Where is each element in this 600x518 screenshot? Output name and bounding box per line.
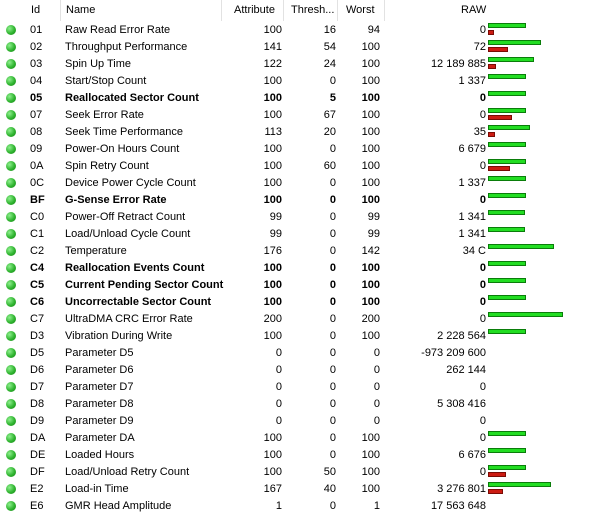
attr-raw: 6 676 <box>458 449 486 461</box>
attr-name: Parameter D8 <box>65 398 134 410</box>
attr-value: 100 <box>263 296 282 308</box>
attr-raw: 1 341 <box>458 211 486 223</box>
attr-value: 1 <box>275 500 282 512</box>
attr-name: G-Sense Error Rate <box>65 194 167 206</box>
attr-value: 100 <box>263 160 282 172</box>
attr-name: Spin Up Time <box>65 58 132 70</box>
attr-name: Power-On Hours Count <box>65 143 180 155</box>
status-ok-icon <box>6 382 16 392</box>
attr-name: Throughput Performance <box>65 41 188 53</box>
attr-value: 0 <box>275 415 282 427</box>
status-ok-icon <box>6 246 16 256</box>
attr-worst: 100 <box>361 177 380 189</box>
status-ok-icon <box>6 365 16 375</box>
table-row[interactable] <box>0 191 600 208</box>
attr-id: DA <box>30 432 46 444</box>
attr-id: D8 <box>30 398 45 410</box>
attr-id: 0A <box>30 160 44 172</box>
attr-raw: 2 228 564 <box>437 330 486 342</box>
attr-threshold: 0 <box>329 398 336 410</box>
attr-id: 09 <box>30 143 43 155</box>
table-row[interactable] <box>0 38 600 55</box>
attr-raw: 0 <box>479 279 486 291</box>
attr-name: Device Power Cycle Count <box>65 177 196 189</box>
value-bar-green <box>488 159 526 164</box>
value-bar-green <box>488 91 526 96</box>
status-ok-icon <box>6 314 16 324</box>
attr-raw: 0 <box>479 24 486 36</box>
status-ok-icon <box>6 399 16 409</box>
attr-threshold: 0 <box>329 330 336 342</box>
attr-value: 100 <box>263 466 282 478</box>
attr-raw: 3 276 801 <box>437 483 486 495</box>
status-ok-icon <box>6 195 16 205</box>
attr-raw: 0 <box>479 415 486 427</box>
attr-worst: 100 <box>361 432 380 444</box>
threshold-bar-red <box>488 489 503 494</box>
attr-id: 08 <box>30 126 43 138</box>
attr-worst: 0 <box>373 364 380 376</box>
threshold-bar-red <box>488 166 510 171</box>
attr-worst: 99 <box>367 228 380 240</box>
attr-threshold: 0 <box>329 449 336 461</box>
table-row[interactable] <box>0 344 600 361</box>
attr-name: UltraDMA CRC Error Rate <box>65 313 193 325</box>
table-row[interactable] <box>0 208 600 225</box>
attr-raw: 34 C <box>462 245 486 257</box>
value-bar-green <box>488 108 526 113</box>
attr-id: C5 <box>30 279 45 291</box>
attr-value: 0 <box>275 347 282 359</box>
table-row[interactable] <box>0 412 600 429</box>
attr-id: 0C <box>30 177 45 189</box>
attr-worst: 0 <box>373 347 380 359</box>
attr-threshold: 0 <box>329 500 336 512</box>
table-row[interactable] <box>0 293 600 310</box>
attr-id: 04 <box>30 75 43 87</box>
attr-name: Temperature <box>65 245 127 257</box>
threshold-bar-red <box>488 30 494 35</box>
attr-id: 01 <box>30 24 43 36</box>
attr-worst: 0 <box>373 381 380 393</box>
attr-threshold: 0 <box>329 313 336 325</box>
status-ok-icon <box>6 467 16 477</box>
table-row[interactable] <box>0 327 600 344</box>
status-ok-icon <box>6 76 16 86</box>
attr-value: 0 <box>275 398 282 410</box>
value-bar-green <box>488 431 526 436</box>
attr-raw: 0 <box>479 262 486 274</box>
attr-value: 100 <box>263 75 282 87</box>
table-row[interactable] <box>0 242 600 259</box>
attr-raw: 1 337 <box>458 177 486 189</box>
attr-worst: 100 <box>361 279 380 291</box>
table-row[interactable] <box>0 259 600 276</box>
attr-worst: 100 <box>361 143 380 155</box>
attr-worst: 100 <box>361 449 380 461</box>
attr-name: Reallocation Events Count <box>65 262 205 274</box>
attr-value: 100 <box>263 109 282 121</box>
table-row[interactable] <box>0 140 600 157</box>
attr-name: Start/Stop Count <box>65 75 147 87</box>
attr-threshold: 0 <box>329 211 336 223</box>
table-row[interactable] <box>0 463 600 480</box>
attr-worst: 100 <box>361 483 380 495</box>
status-ok-icon <box>6 348 16 358</box>
table-row[interactable] <box>0 106 600 123</box>
attr-worst: 100 <box>361 194 380 206</box>
attr-id: C6 <box>30 296 45 308</box>
attr-name: Load/Unload Retry Count <box>65 466 190 478</box>
attr-worst: 100 <box>361 330 380 342</box>
attr-raw: 12 189 885 <box>430 58 486 70</box>
attr-raw: 1 337 <box>458 75 486 87</box>
value-bar-green <box>488 227 525 232</box>
attr-value: 100 <box>263 432 282 444</box>
value-bar-green <box>488 278 526 283</box>
table-row[interactable] <box>0 276 600 293</box>
attr-threshold: 0 <box>329 279 336 291</box>
table-row[interactable] <box>0 378 600 395</box>
attr-id: E2 <box>30 483 44 495</box>
attr-value: 100 <box>263 92 282 104</box>
attr-raw: 72 <box>473 41 486 53</box>
attr-name: Parameter D6 <box>65 364 134 376</box>
attr-worst: 142 <box>361 245 380 257</box>
attr-name: Parameter DA <box>65 432 135 444</box>
status-ok-icon <box>6 144 16 154</box>
table-row[interactable] <box>0 21 600 38</box>
attr-raw: 0 <box>479 432 486 444</box>
status-ok-icon <box>6 416 16 426</box>
status-ok-icon <box>6 501 16 511</box>
attr-threshold: 50 <box>323 466 336 478</box>
value-bar-green <box>488 125 530 130</box>
header-raw[interactable]: RAW <box>461 4 487 16</box>
table-row[interactable] <box>0 123 600 140</box>
value-bar-green <box>488 210 525 215</box>
attr-threshold: 24 <box>323 58 336 70</box>
attr-value: 167 <box>263 483 282 495</box>
attr-id: BF <box>30 194 45 206</box>
attr-id: C1 <box>30 228 45 240</box>
attr-id: D6 <box>30 364 45 376</box>
threshold-bar-red <box>488 64 496 69</box>
status-ok-icon <box>6 25 16 35</box>
attr-threshold: 0 <box>329 194 336 206</box>
attr-id: C0 <box>30 211 45 223</box>
attr-id: D5 <box>30 347 45 359</box>
attr-worst: 100 <box>361 92 380 104</box>
value-bar-green <box>488 448 526 453</box>
threshold-bar-red <box>488 472 506 477</box>
attr-raw: 0 <box>479 109 486 121</box>
status-ok-icon <box>6 484 16 494</box>
attr-id: D9 <box>30 415 45 427</box>
attr-value: 176 <box>263 245 282 257</box>
attr-threshold: 0 <box>329 228 336 240</box>
attr-raw: 0 <box>479 313 486 325</box>
attr-value: 100 <box>263 24 282 36</box>
attr-name: Seek Error Rate <box>65 109 144 121</box>
attr-worst: 100 <box>361 41 380 53</box>
attr-worst: 100 <box>361 466 380 478</box>
attr-worst: 100 <box>361 126 380 138</box>
attr-value: 99 <box>269 211 282 223</box>
attr-raw: 0 <box>479 160 486 172</box>
attr-worst: 100 <box>361 160 380 172</box>
table-row[interactable] <box>0 497 600 514</box>
attr-raw: 0 <box>479 381 486 393</box>
status-ok-icon <box>6 110 16 120</box>
attr-threshold: 20 <box>323 126 336 138</box>
attr-id: D7 <box>30 381 45 393</box>
attr-value: 0 <box>275 364 282 376</box>
attr-threshold: 0 <box>329 75 336 87</box>
attr-worst: 100 <box>361 58 380 70</box>
status-ok-icon <box>6 331 16 341</box>
attr-worst: 100 <box>361 109 380 121</box>
attr-name: Uncorrectable Sector Count <box>65 296 212 308</box>
attr-threshold: 0 <box>329 347 336 359</box>
attr-value: 100 <box>263 262 282 274</box>
attr-name: Load-in Time <box>65 483 129 495</box>
status-ok-icon <box>6 127 16 137</box>
status-ok-icon <box>6 93 16 103</box>
attr-raw: 0 <box>479 466 486 478</box>
table-row[interactable] <box>0 429 600 446</box>
attr-worst: 94 <box>367 24 380 36</box>
attr-worst: 100 <box>361 296 380 308</box>
attr-threshold: 5 <box>329 92 336 104</box>
attr-name: Raw Read Error Rate <box>65 24 171 36</box>
attr-id: C4 <box>30 262 45 274</box>
attr-threshold: 0 <box>329 262 336 274</box>
value-bar-green <box>488 312 563 317</box>
attr-value: 100 <box>263 449 282 461</box>
attr-id: C7 <box>30 313 45 325</box>
attr-raw: 6 679 <box>458 143 486 155</box>
status-ok-icon <box>6 433 16 443</box>
threshold-bar-red <box>488 115 512 120</box>
attr-worst: 99 <box>367 211 380 223</box>
status-ok-icon <box>6 297 16 307</box>
value-bar-green <box>488 244 554 249</box>
threshold-bar-red <box>488 47 508 52</box>
value-bar-green <box>488 74 526 79</box>
attr-name: Load/Unload Cycle Count <box>65 228 191 240</box>
status-ok-icon <box>6 161 16 171</box>
attr-worst: 0 <box>373 415 380 427</box>
attr-threshold: 0 <box>329 143 336 155</box>
attr-id: 03 <box>30 58 43 70</box>
table-row[interactable] <box>0 395 600 412</box>
attr-threshold: 67 <box>323 109 336 121</box>
table-row[interactable] <box>0 89 600 106</box>
status-ok-icon <box>6 42 16 52</box>
attr-value: 122 <box>263 58 282 70</box>
value-bar-green <box>488 23 526 28</box>
attr-raw: 5 308 416 <box>437 398 486 410</box>
attr-name: Loaded Hours <box>65 449 135 461</box>
attr-id: DF <box>30 466 45 478</box>
value-bar-green <box>488 295 526 300</box>
attr-value: 200 <box>263 313 282 325</box>
attr-threshold: 40 <box>323 483 336 495</box>
status-ok-icon <box>6 178 16 188</box>
header-id[interactable]: Id <box>31 4 41 16</box>
value-bar-green <box>488 40 541 45</box>
attr-value: 99 <box>269 228 282 240</box>
status-ok-icon <box>6 229 16 239</box>
attr-threshold: 0 <box>329 177 336 189</box>
attr-id: C2 <box>30 245 45 257</box>
table-row[interactable] <box>0 480 600 497</box>
table-row[interactable] <box>0 72 600 89</box>
attr-id: 05 <box>30 92 43 104</box>
attr-name: Current Pending Sector Count <box>65 279 224 291</box>
status-ok-icon <box>6 280 16 290</box>
attr-worst: 200 <box>361 313 380 325</box>
value-bar-green <box>488 329 526 334</box>
attr-id: 07 <box>30 109 43 121</box>
header-threshold[interactable]: Thresh... <box>291 4 335 16</box>
attr-raw: 1 341 <box>458 228 486 240</box>
attr-name: Power-Off Retract Count <box>65 211 186 223</box>
value-bar-green <box>488 57 534 62</box>
attr-name: Parameter D7 <box>65 381 134 393</box>
value-bar-green <box>488 482 551 487</box>
attr-id: 02 <box>30 41 43 53</box>
attr-raw: 262 144 <box>446 364 486 376</box>
attr-name: Seek Time Performance <box>65 126 183 138</box>
header-worst[interactable]: Worst <box>346 4 375 16</box>
attr-worst: 100 <box>361 262 380 274</box>
attr-value: 100 <box>263 194 282 206</box>
attr-threshold: 0 <box>329 245 336 257</box>
status-ok-icon <box>6 212 16 222</box>
value-bar-green <box>488 176 526 181</box>
attr-threshold: 60 <box>323 160 336 172</box>
attr-raw: 17 563 648 <box>430 500 486 512</box>
status-ok-icon <box>6 450 16 460</box>
value-bar-green <box>488 261 526 266</box>
attr-threshold: 0 <box>329 415 336 427</box>
attr-value: 100 <box>263 330 282 342</box>
status-ok-icon <box>6 263 16 273</box>
attr-value: 0 <box>275 381 282 393</box>
attr-threshold: 0 <box>329 296 336 308</box>
attr-worst: 100 <box>361 75 380 87</box>
attr-raw: 0 <box>479 92 486 104</box>
attr-value: 113 <box>264 126 282 138</box>
attr-threshold: 0 <box>329 381 336 393</box>
attr-threshold: 0 <box>329 364 336 376</box>
table-row[interactable] <box>0 55 600 72</box>
attr-id: DE <box>30 449 46 461</box>
attr-id: D3 <box>30 330 45 342</box>
value-bar-green <box>488 465 526 470</box>
threshold-bar-red <box>488 132 495 137</box>
attr-value: 100 <box>263 143 282 155</box>
attr-id: E6 <box>30 500 44 512</box>
table-row[interactable] <box>0 157 600 174</box>
table-header <box>0 0 600 21</box>
attr-raw: -973 209 600 <box>421 347 486 359</box>
attr-raw: 0 <box>479 194 486 206</box>
header-attribute[interactable]: Attribute <box>234 4 275 16</box>
table-row[interactable] <box>0 361 600 378</box>
attr-name: Vibration During Write <box>65 330 173 342</box>
attr-value: 100 <box>263 177 282 189</box>
table-row[interactable] <box>0 174 600 191</box>
attr-name: Reallocated Sector Count <box>65 92 199 104</box>
table-row[interactable] <box>0 225 600 242</box>
status-ok-icon <box>6 59 16 69</box>
table-row[interactable] <box>0 446 600 463</box>
attr-worst: 0 <box>373 398 380 410</box>
attr-name: Spin Retry Count <box>65 160 149 172</box>
value-bar-green <box>488 142 526 147</box>
attr-raw: 0 <box>479 296 486 308</box>
attr-name: GMR Head Amplitude <box>65 500 172 512</box>
attr-value: 141 <box>263 41 282 53</box>
attr-threshold: 54 <box>323 41 336 53</box>
table-row[interactable] <box>0 310 600 327</box>
attr-value: 100 <box>263 279 282 291</box>
value-bar-green <box>488 193 526 198</box>
attr-threshold: 0 <box>329 432 336 444</box>
attr-name: Parameter D9 <box>65 415 134 427</box>
attr-raw: 35 <box>473 126 486 138</box>
attr-worst: 1 <box>373 500 380 512</box>
header-name[interactable]: Name <box>66 4 96 16</box>
attr-threshold: 16 <box>323 24 336 36</box>
attr-name: Parameter D5 <box>65 347 134 359</box>
